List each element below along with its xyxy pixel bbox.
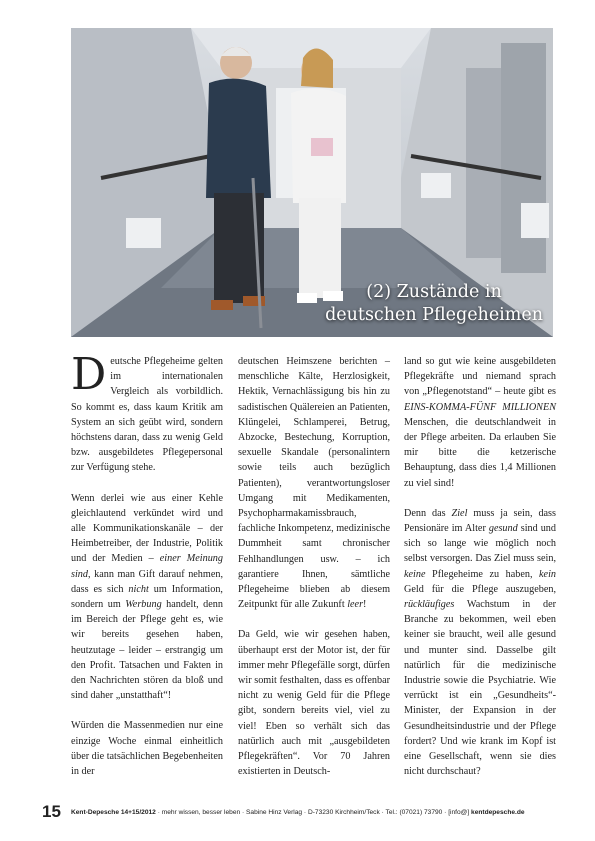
paragraph: [71, 491, 223, 704]
text-run: Pflegeheime zu haben,: [425, 568, 540, 580]
emphasis: Ziel: [451, 507, 468, 519]
text-run: muss ja sein, dass Pensionäre im Alter: [404, 507, 556, 535]
emphasis: gesund: [488, 523, 518, 535]
text-run: , kann man Gift darauf nehmen, dass es sich: [71, 568, 223, 595]
article-column-3: [404, 354, 556, 794]
paragraph-text: Da Geld, wie wir gesehen haben, überhaupt erst der Motor ist, der für immer mehr Pflegefälle sorgt, dürfen wir somit festhalten, dass es offenbar nicht zu wenig Geld für die Pflege gibt, sondern bereits viel, viel zu viel! Eben so verhält sich das natürlich auch mit „ausgebildeten Pflegekräften“. Vor 70 Jahren existierten in Deutsch-: [238, 629, 390, 778]
emphasis: leer: [347, 599, 364, 611]
footer-info: [71, 809, 525, 816]
paragraph: [238, 627, 390, 779]
paragraph-text: Würden die Massenmedien nur eine einzige Woche einmal einheitlich über die tatsächlichen Begebenheiten in der: [71, 720, 223, 778]
text-run: Geld für die Pflege auszugeben,: [404, 583, 556, 595]
emphasis: Werbung: [125, 599, 162, 611]
page-footer: [42, 804, 557, 822]
article-photo: [71, 28, 553, 337]
page-number: 15: [42, 802, 61, 821]
text-run: sind und sich so lange wie möglich noch selbst versorgen. Das Ziel muss sein,: [404, 523, 556, 565]
emphasis: keine: [404, 568, 426, 580]
paragraph: [238, 354, 390, 612]
text-run: Wachstum in der Branche zu bekommen, weil eben keiner sie braucht, weil alle gesund und munter sind. Dasselbe gilt natürlich für die medizinische Industrie sowie die Psychiatrie. Wie verrückt ist ein „Gesundheits“-Minister, der Expansion in der Gesundheitsindustrie und der Pflege fordert? Und wie krank im Kopf ist eine Gesellschaft, wenn sie dies nicht durchschaut?: [404, 599, 556, 778]
text-run: handelt, denn im Bereich der Pflege geht es, wie wir bereits gesehen haben, heutzutage – leider – erstrangig um den Profit. Tatsachen und Fakten in den Nachrichten stören da bloß und sind daher „unstatthaft“!: [71, 599, 223, 702]
emphasis: EINS-KOMMA-FÜNF MILLIONEN: [404, 401, 556, 413]
emphasis: kein: [539, 568, 556, 580]
text-run: Denn das: [404, 507, 452, 519]
publisher-info: · mehr wissen, besser leben · Sabine Hinz Verlag · D-73230 Kirchheim/Teck · Tel.: (07021) 73790 · [info@]: [155, 809, 472, 816]
text-run: !: [363, 599, 367, 611]
publication-name: Kent-Depesche 14+15/2012: [71, 809, 156, 816]
paragraph: [71, 718, 223, 779]
text-run: Menschen, die deutschlandweit in der Pflege arbeiten. Da erlauben Sie mir bitte die ketzerische Behauptung, dass dies 1,4 Millionen zu viel sind!: [404, 416, 556, 489]
photo-caption-line-2: deutschen Pflegeheimen: [325, 305, 543, 325]
website-link[interactable]: kentdepesche.de: [471, 809, 525, 816]
photo-caption-line-1: (2) Zustände in: [366, 282, 502, 302]
paragraph: [404, 354, 556, 491]
text-run: land so gut wie keine ausgebildeten Pflegekräfte und niemand sprach von „Pflegenotstand“ – heute gibt es: [404, 356, 556, 398]
drop-cap: D: [71, 349, 107, 400]
emphasis: nicht: [128, 583, 149, 595]
photo-caption: [325, 281, 543, 327]
text-run: Wenn derlei wie aus einer Kehle gleichlautend verkündet wird und alle Kommunikationskanäle – der Heimbetreiber, der Industrie, Politik und der Medien –: [71, 492, 223, 565]
article-column-2: [238, 354, 390, 794]
paragraph: [404, 506, 556, 780]
emphasis: rückläufiges: [404, 599, 455, 611]
emphasis: einer Meinung sind: [71, 553, 223, 580]
paragraph: [71, 349, 223, 476]
paragraph-text: eutsche Pflegeheime gelten im internationalen Vergleich als vorbildlich. So kommt es, dass kaum Kritik am System an sich geübt wird, sondern höchstens daran, dass zu wenig Geld bzw. ausgebildetes Pflegepersonal zur Verfügung stehe.: [71, 356, 223, 474]
text-run: um Information, sondern um: [71, 583, 223, 611]
text-run: deutschen Heimszene berichten – menschliche Kälte, Herzlosigkeit, Hektik, Vernachlässigung bis hin zu sadistischen Quälereien an Patienten, Klüngelei, Schlamperei, Betrug, Abzocke, Bestechung, Korruption, sexuelle Skandale (personalintern sowie teils auch bezüglich Patienten), verantwortungsloser Umgang mit Medikamenten, Psychopharmakamissbrauch, fachliche Inkompetenz, medizinische Dummheit samt chronischer Fehlhandlungen usw. – ich garantiere Ihnen, sämtliche Pflegeheime blieben ab diesem Zeitpunkt für alle Zukunft: [238, 356, 390, 611]
article-column-1: [71, 349, 223, 794]
